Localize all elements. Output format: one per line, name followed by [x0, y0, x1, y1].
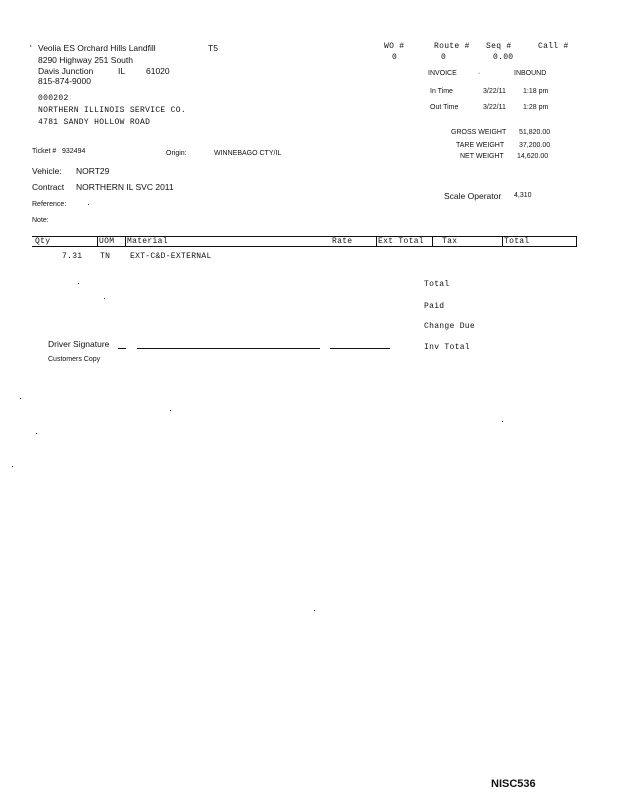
customer-number: 000202 — [38, 94, 69, 103]
col-header-qty: Qty — [35, 237, 51, 246]
col-separator — [376, 236, 377, 246]
gross-weight-label: GROSS WEIGHT — [451, 129, 507, 136]
in-time-label: In Time — [430, 88, 453, 95]
scan-speck — [170, 410, 171, 411]
row-uom: TN — [100, 252, 111, 261]
row-material: EXT-C&D-EXTERNAL — [130, 252, 212, 261]
net-weight-label: NET WEIGHT — [460, 153, 504, 160]
table-header-bottom-rule — [32, 246, 577, 247]
origin-value: WINNEBAGO CTY/IL — [214, 150, 282, 157]
seq-value: 0.00 — [493, 53, 514, 62]
inv-total-label: Inv Total — [424, 343, 470, 352]
table-header — [32, 236, 577, 246]
contract-label: Contract — [32, 182, 65, 192]
customer-name: NORTHERN ILLINOIS SERVICE CO. — [38, 106, 186, 115]
col-header-material: Material — [127, 237, 168, 246]
col-separator — [576, 236, 577, 246]
inbound-label: INBOUND — [514, 70, 547, 77]
scale-operator-value: 4,310 — [514, 192, 532, 199]
reference-label: Reference: — [32, 201, 67, 208]
wo-value: 0 — [392, 53, 398, 62]
gross-weight-value: 51,820.00 — [519, 129, 551, 136]
dot-separator: · — [478, 70, 481, 77]
scan-speck — [502, 421, 503, 422]
ticket-label: Ticket # — [32, 148, 57, 155]
scan-speck — [88, 204, 89, 205]
company-state: IL — [118, 66, 126, 76]
origin-label: Origin: — [166, 150, 187, 157]
change-due-label: Change Due — [424, 322, 476, 331]
ticket-value: 932494 — [62, 148, 86, 155]
in-time: 1:18 pm — [523, 88, 549, 95]
route-label: Route # — [434, 42, 470, 51]
signature-line-end — [330, 348, 390, 349]
driver-signature-label: Driver Signature — [48, 339, 110, 349]
company-zip: 61020 — [146, 66, 170, 76]
tare-weight-value: 37,200.00 — [519, 142, 551, 149]
net-weight-value: 14,620.00 — [517, 153, 549, 160]
out-time-label: Out Time — [430, 104, 459, 111]
bates-number: NISC536 — [491, 778, 536, 790]
scan-speck — [314, 610, 315, 611]
call-label: Call # — [538, 42, 569, 51]
company-address: 8290 Highway 251 South — [38, 55, 133, 65]
out-date: 3/22/11 — [483, 104, 506, 111]
col-header-uom: UOM — [99, 237, 115, 246]
col-separator — [502, 236, 503, 246]
scan-speck — [78, 283, 79, 284]
tare-weight-label: TARE WEIGHT — [456, 142, 505, 149]
customers-copy-label: Customers Copy — [48, 356, 101, 363]
col-header-rate: Rate — [332, 237, 353, 246]
col-header-tax: Tax — [442, 237, 458, 246]
scale-operator-label: Scale Operator — [444, 191, 502, 201]
company-city: Davis Junction — [38, 66, 94, 76]
header-bullet: ' — [30, 43, 32, 53]
col-header-ext-total: Ext Total — [378, 237, 424, 246]
in-date: 3/22/11 — [483, 88, 506, 95]
out-time: 1:28 pm — [523, 104, 549, 111]
scan-speck — [36, 433, 37, 434]
scan-speck — [20, 398, 21, 399]
wo-label: WO # — [384, 42, 405, 51]
company-phone: 815-874-9000 — [38, 76, 91, 86]
vehicle-label: Vehicle: — [32, 166, 62, 176]
seq-label: Seq # — [486, 42, 512, 51]
total-label: Total — [424, 280, 450, 289]
scan-speck — [104, 298, 105, 299]
col-separator — [97, 236, 98, 246]
customer-street: 4781 SANDY HOLLOW ROAD — [38, 118, 151, 127]
invoice-label: INVOICE — [428, 70, 457, 77]
route-value: 0 — [441, 53, 447, 62]
signature-line-start — [118, 348, 126, 349]
paid-label: Paid — [424, 302, 445, 311]
scan-speck — [12, 466, 13, 467]
col-header-total: Total — [504, 237, 530, 246]
row-qty: 7.31 — [62, 252, 83, 261]
t5-code: T5 — [208, 43, 218, 53]
contract-value: NORTHERN IL SVC 2011 — [76, 182, 174, 192]
company-name: Veolia ES Orchard Hills Landfill — [38, 43, 156, 53]
col-separator — [432, 236, 433, 246]
col-separator — [125, 236, 126, 246]
note-label: Note: — [32, 217, 49, 224]
signature-line — [137, 348, 320, 349]
vehicle-value: NORT29 — [76, 166, 110, 176]
